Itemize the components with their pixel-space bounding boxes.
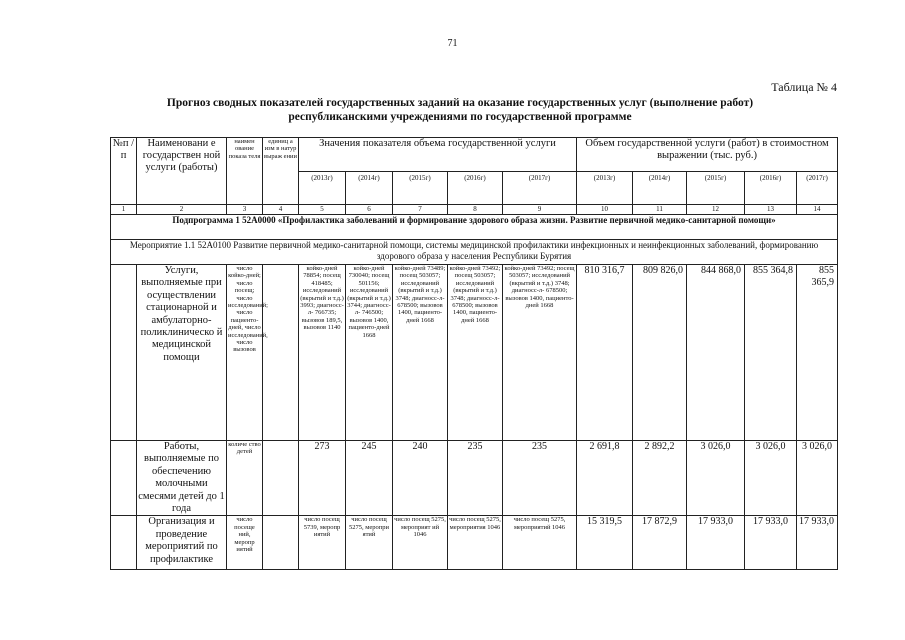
subprogram-row — [111, 215, 838, 240]
indicator-name: число койко-дней; число посещ; число исследований; число пациенто-дней, число исследований, число вызовов — [227, 265, 263, 441]
value-2015: число посещ 5275, мероприят ий 1046 — [393, 516, 448, 570]
year-cell: (2014г) — [346, 172, 393, 205]
col-number: 9 — [503, 205, 577, 215]
unit-name — [263, 441, 299, 516]
value-2013: 273 — [299, 441, 346, 516]
cost-year-cell: (2017г) — [797, 172, 838, 205]
cost-year-cell: (2016г) — [745, 172, 797, 205]
row-number — [111, 265, 137, 441]
cost-2017: 17 933,0 — [797, 516, 838, 570]
service-name: Работы, выполняемые по обеспечению молочными смесями детей до 1 года — [138, 441, 225, 515]
value-2014: число посещ 5275, меропри ятий — [346, 516, 393, 570]
unit-name — [263, 516, 299, 570]
year-cell: (2013г) — [299, 172, 346, 205]
value-2013: койко-дней 78854; посещ 418485; исследований (вкрытий и т.д.) 3993; диагносс-л- 766735; вызовов 189,5, вызовов 1140 — [299, 265, 346, 441]
col-number: 10 — [577, 205, 633, 215]
page-title: Прогноз сводных показателей государственных заданий на оказание государственных услуг (выполнение работ) республиканскими учреждениями по государственной программе — [166, 97, 754, 123]
cost-2017: 855 365,9 — [797, 265, 838, 441]
value-2014: 245 — [346, 441, 393, 516]
header-name: Наименовани е государствен ной услуги (работы) — [137, 138, 227, 205]
header-values-group: Значения показателя объема государственной услуги — [299, 138, 577, 172]
col-number: 13 — [745, 205, 797, 215]
cost-year-cell: (2014г) — [633, 172, 687, 205]
cost-2013: 810 316,7 — [577, 265, 633, 441]
cost-2015: 844 868,0 — [687, 265, 745, 441]
row-number — [111, 441, 137, 516]
indicator-name: число посеще ний, меропр иятий — [227, 516, 263, 570]
table-row — [111, 441, 838, 516]
col-number: 4 — [263, 205, 299, 215]
value-2015: 240 — [393, 441, 448, 516]
col-number: 2 — [137, 205, 227, 215]
cost-2014: 2 892,2 — [633, 441, 687, 516]
header-row — [111, 138, 838, 172]
header-cost-group: Объем государственной услуги (работ) в стоимостном выражении (тыс. руб.) — [577, 138, 838, 172]
indicator-name: количе ство детей — [227, 441, 263, 516]
value-2017: число посещ 5275, мероприятий 1046 — [503, 516, 577, 570]
cost-2016: 855 364,8 — [745, 265, 797, 441]
year-cell: (2016г) — [448, 172, 503, 205]
year-cell: (2017г) — [503, 172, 577, 205]
column-numbers-row — [111, 205, 838, 215]
page-number: 71 — [447, 38, 458, 49]
subprogram-heading: Подпрограмма 1 52А0000 «Профилактика заболеваний и формирование здорового образа жизни. Развитие первичной медико-санитарной помощи» — [111, 215, 838, 240]
value-2015: койко-дней 73489; посещ 503057; исследований (вкрытий и т.д.) 3748; диагносс-л- 678500; вызовов 1400, пациенто-дней 1668 — [393, 265, 448, 441]
col-number: 12 — [687, 205, 745, 215]
col-number: 3 — [227, 205, 263, 215]
header-num: №п /п — [111, 138, 137, 205]
cost-year-cell: (2013г) — [577, 172, 633, 205]
value-2016: число посещ 5275, мероприятия 1046 — [448, 516, 503, 570]
header-unit: единиц а изм в натур выраж ении — [263, 138, 299, 205]
col-number: 1 — [111, 205, 137, 215]
col-number: 8 — [448, 205, 503, 215]
measure-heading: Мероприятие 1.1 52А0100 Развитие первичной медико-санитарной помощи, системы медицинской профилактики инфекционных и неинфекционных заболеваний, формированию здорового образа у населения Республики Бурятия — [111, 240, 838, 265]
service-name: Услуги, выполняемые при осуществлении стационарной и амбулаторно-поликлиническо й медицинской помощи — [137, 265, 227, 441]
measure-row — [111, 240, 838, 265]
cost-2015: 3 026,0 — [687, 441, 745, 516]
table-label: Таблица № 4 — [771, 80, 837, 94]
table-row — [111, 516, 838, 570]
value-2014: койко-дней 730040; посещ 501156; исследований (вкрытий и т.д.) 3744; диагносс-л- 746500; вызовов 1400, пациенто-дней 1668 — [346, 265, 393, 441]
value-2017: койко-дней 73492; посещ 503057; исследований (вкрытий и т.д.) 3748; диагносс-л- 678500; вызовов 1400, пациенто-дней 1668 — [503, 265, 577, 441]
table-row — [111, 265, 838, 441]
cost-2016: 17 933,0 — [745, 516, 797, 570]
cost-2014: 17 872,9 — [633, 516, 687, 570]
row-number — [111, 516, 137, 570]
value-2016: 235 — [448, 441, 503, 516]
cost-2015: 17 933,0 — [687, 516, 745, 570]
col-number: 6 — [346, 205, 393, 215]
value-2016: койко-дней 73492; посещ 503057; исследований (вкрытий и т.д.) 3748; диагносс-л- 678500; вызовов 1400, пациенто-дней 1668 — [448, 265, 503, 441]
col-number: 7 — [393, 205, 448, 215]
cost-2017: 3 026,0 — [797, 441, 838, 516]
service-name: Организация и проведение мероприятий по профилактике — [137, 516, 227, 570]
col-number: 14 — [797, 205, 838, 215]
forecast-table — [110, 137, 838, 570]
header-indicator: наимен ование показа теля — [227, 138, 263, 205]
cost-2016: 3 026,0 — [745, 441, 797, 516]
value-2017: 235 — [503, 441, 577, 516]
col-number: 5 — [299, 205, 346, 215]
unit-name — [263, 265, 299, 441]
cost-2014: 809 826,0 — [633, 265, 687, 441]
year-cell: (2015г) — [393, 172, 448, 205]
value-2013: число посещ 5739, меропр иятий — [299, 516, 346, 570]
cost-year-cell: (2015г) — [687, 172, 745, 205]
col-number: 11 — [633, 205, 687, 215]
cost-2013: 2 691,8 — [577, 441, 633, 516]
cost-2013: 15 319,5 — [577, 516, 633, 570]
